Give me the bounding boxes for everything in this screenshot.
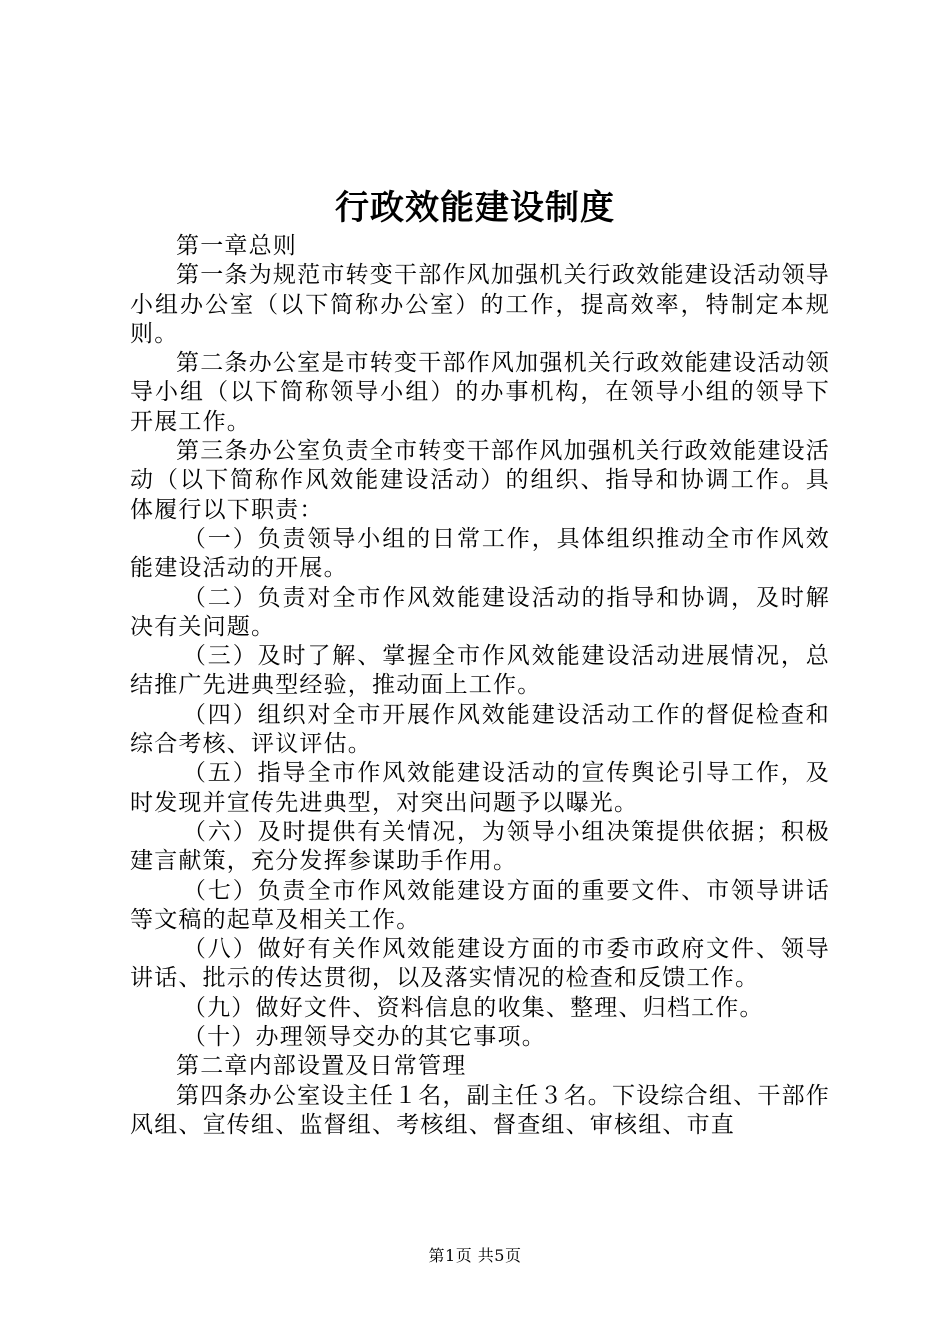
duty-item: （五）指导全市作风效能建设活动的宣传舆论引导工作，及时发现并宣传先进典型，对突出问题予以曝光。 (130, 760, 830, 816)
duty-item: （七）负责全市作风效能建设方面的重要文件、市领导讲话等文稿的起草及相关工作。 (130, 877, 830, 933)
duty-item: （十）办理领导交办的其它事项。 (182, 1024, 546, 1051)
article-paragraph: 第四条办公室设主任１名，副主任３名。下设综合组、干部作风组、宣传组、监督组、考核组、督查组、审核组、市直 (130, 1082, 830, 1138)
article-paragraph: 第一条为规范市转变干部作风加强机关行政效能建设活动领导小组办公室（以下简称办公室）的工作，提高效率，特制定本规则。 (130, 262, 830, 347)
duty-item: （八）做好有关作风效能建设方面的市委市政府文件、领导讲话、批示的传达贯彻，以及落实情况的检查和反馈工作。 (130, 936, 830, 992)
duty-item: （一）负责领导小组的日常工作，具体组织推动全市作风效能建设活动的开展。 (130, 525, 830, 582)
duty-item: （六）及时提供有关情况，为领导小组决策提供依据；积极建言献策，充分发挥参谋助手作用。 (130, 818, 830, 875)
duty-item: （四）组织对全市开展作风效能建设活动工作的督促检查和综合考核、评议评估。 (130, 701, 830, 758)
duty-item: （三）及时了解、掌握全市作风效能建设活动进展情况，总结推广先进典型经验，推动面上工作。 (130, 643, 830, 699)
duty-item: （二）负责对全市作风效能建设活动的指导和协调，及时解决有关问题。 (130, 584, 830, 640)
article-paragraph: 第二条办公室是市转变干部作风加强机关行政效能建设活动领导小组（以下简称领导小组）的办事机构，在领导小组的领导下开展工作。 (130, 350, 830, 435)
duty-item: （九）做好文件、资料信息的收集、整理、归档工作。 (182, 994, 764, 1021)
article-paragraph: 第三条办公室负责全市转变干部作风加强机关行政效能建设活动（以下简称作风效能建设活动）的组织、指导和协调工作。具体履行以下职责： (130, 438, 830, 523)
document-title: 行政效能建设制度 (335, 188, 615, 228)
document-body (130, 232, 830, 1140)
page-footer: 第1页 共5页 (428, 1246, 522, 1265)
chapter-heading: 第一章总则 (176, 233, 297, 259)
chapter-heading: 第二章内部设置及日常管理 (176, 1053, 467, 1080)
